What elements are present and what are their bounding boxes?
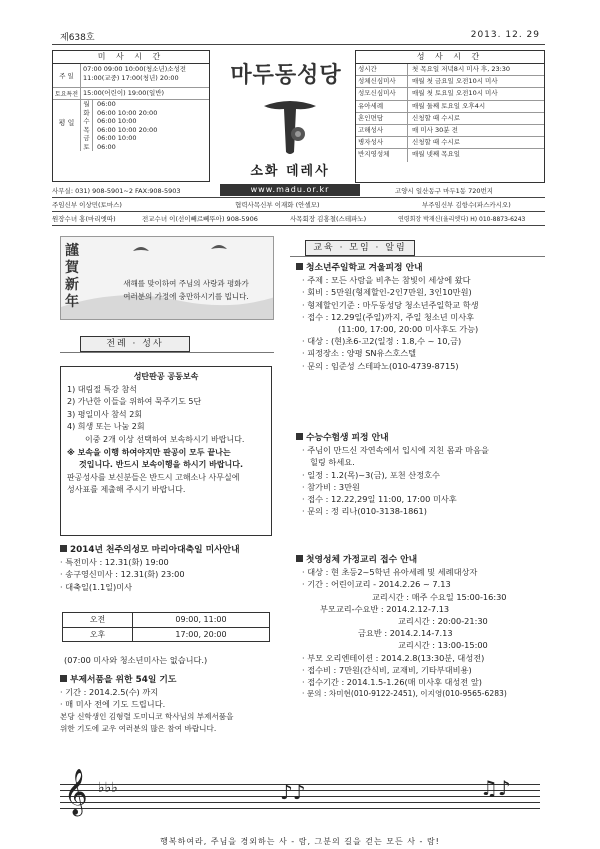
kids-class-time: 교리시간 : 매주 수요일 15:00-16:30 bbox=[372, 591, 507, 602]
mass-times-box bbox=[52, 50, 210, 182]
issue-number: 제638호 bbox=[60, 33, 95, 43]
sacrament-row bbox=[356, 64, 544, 76]
penance-notice-box bbox=[60, 366, 272, 536]
sunday-row bbox=[53, 64, 209, 88]
table-cell: 오후 bbox=[63, 628, 133, 641]
parish-patron: 소화 데레사 bbox=[250, 164, 330, 179]
sunday-label: 주 일 bbox=[53, 64, 81, 87]
camp-fee: · 회비 : 5만원(형제할인-2인7만원, 3인10만원) bbox=[302, 287, 472, 298]
penance-note-1: 판공성사를 보신분들은 반드시 고해소나 사무실에 bbox=[67, 472, 240, 482]
weekday-times: 06:00 bbox=[97, 100, 116, 108]
sacraments-box bbox=[355, 50, 545, 183]
website-link[interactable]: www.madu.or.kr bbox=[220, 184, 360, 196]
retreat-desc-1: · 주님이 만드신 자연속에서 입시에 지친 몸과 마음을 bbox=[302, 445, 489, 456]
communion-section bbox=[296, 554, 546, 700]
bullet-square-icon bbox=[296, 555, 303, 562]
camp-place: · 피정장소 : 양평 SN유스호스텔 bbox=[302, 348, 417, 359]
council-president: 사목회장 김홍철(스테파노) bbox=[290, 215, 367, 223]
weekday-times: 06:00 10:00 bbox=[97, 134, 137, 142]
weekday-times: 06:00 10:00 bbox=[97, 117, 137, 125]
table-cell: 오전 bbox=[63, 613, 133, 627]
sacrament-value: 신청할 때 수시로 bbox=[412, 138, 461, 147]
flat-key-icon: ♭♭♭ bbox=[98, 780, 118, 796]
weekday-day: 토 bbox=[83, 142, 90, 151]
winter-camp-title: 청소년주일학교 겨울피정 안내 bbox=[306, 263, 423, 273]
camp-apply-extra: (11:00, 17:00, 20:00 미사후도 가능) bbox=[338, 324, 479, 335]
communion-contact: · 문의 : 차미현(010-9122-2451), 이지영(010-9565-6283) bbox=[302, 689, 507, 699]
new-year-banner bbox=[60, 236, 274, 320]
sunday-times-1: 07:00 09:00 10:00(청소년)소성전 bbox=[83, 65, 187, 73]
penance-note-2: 성사표를 제출해 주시기 바랍니다. bbox=[67, 485, 186, 495]
table-cell: 09:00, 11:00 bbox=[175, 615, 227, 624]
year-end-mass: · 송구영신미사 : 12.31(화) 23:00 bbox=[60, 569, 185, 580]
penance-item: 3) 평일미사 참석 2회 bbox=[67, 409, 143, 419]
penance-warning-1: ※ 보속을 이행 하여야지만 판공이 모두 끝나는 bbox=[67, 447, 231, 457]
divider bbox=[52, 197, 545, 198]
weekday-label: 평 일 bbox=[53, 100, 81, 151]
sacrament-value: 신청할 때 수시로 bbox=[412, 113, 461, 122]
retreat-contact: · 문의 : 정 리나(010-3138-1861) bbox=[302, 506, 427, 517]
sacrament-label: 성모신심미사 bbox=[356, 88, 408, 99]
communion-period: · 기간 : 어린이교리 - 2014.2.26 ~ 7.13 bbox=[302, 579, 451, 590]
prayer-when: · 매 미사 전에 기도 드립니다. bbox=[60, 699, 166, 710]
assoc-pastor: 부주임신부 김항수(파스카시오) bbox=[422, 201, 511, 209]
parish-logo-icon bbox=[258, 92, 322, 160]
prayer-section bbox=[60, 674, 276, 735]
header-rule bbox=[52, 44, 545, 45]
prayer-period: · 기간 : 2014.2.5(수) 까지 bbox=[60, 687, 159, 698]
sacrament-row bbox=[356, 137, 544, 149]
parent-fri-time: 교리시간 : 13:00-15:00 bbox=[398, 640, 488, 651]
camp-theme: · 주제 : 모든 사람을 비추는 참빛이 세상에 왔다 bbox=[302, 275, 471, 286]
divider bbox=[60, 352, 274, 353]
mass-times-title: 미 사 시 간 bbox=[53, 51, 209, 64]
weekday-day: 수 bbox=[83, 117, 90, 125]
music-note-icon: ♪♪ bbox=[280, 780, 306, 804]
saturday-row bbox=[53, 88, 209, 100]
retreat-apply: · 접수 : 12.22,29일 11:00, 17:00 미사후 bbox=[302, 494, 457, 505]
weekday-day: 월 bbox=[83, 100, 90, 108]
divider bbox=[52, 211, 545, 212]
retreat-fee: · 참가비 : 3만원 bbox=[302, 481, 360, 492]
tab-liturgy: 전례 · 성사 bbox=[80, 336, 190, 352]
penance-choose: 이중 2개 이상 선택하여 보속하시기 바랍니다. bbox=[85, 434, 245, 444]
exam-retreat-title: 수능수험생 피정 안내 bbox=[306, 433, 389, 443]
table-row bbox=[63, 613, 269, 627]
parent-wed-class: 부모교리-수요반 : 2014.2.12-7.13 bbox=[320, 603, 450, 614]
sacrament-label: 유아세례 bbox=[356, 101, 408, 112]
table-row bbox=[63, 627, 269, 641]
communion-title: 첫영성체 가정교리 접수 안내 bbox=[306, 555, 418, 565]
address: 고양시 일산동구 마두1동 720번지 bbox=[395, 187, 494, 195]
sacrament-label: 병자성사 bbox=[356, 137, 408, 148]
prayer-desc-1: 본당 신학생인 김형렬 도미니코 학사님의 부제서품을 bbox=[60, 711, 234, 721]
weekday-times: 06:00 bbox=[97, 142, 116, 151]
weekday-day: 금 bbox=[83, 134, 90, 142]
sacrament-row bbox=[356, 149, 544, 161]
sister-evangelist: 전교수녀 이(선이빼르뻬뚜아) 908-5906 bbox=[142, 215, 258, 223]
sacrament-value: 매월 첫 금요일 오전10시 미사 bbox=[412, 77, 498, 86]
eve-mass: · 특전미사 : 12.31(화) 19:00 bbox=[60, 557, 169, 568]
parent-fri-class: 금요반 : 2014.2.14-7.13 bbox=[358, 628, 453, 639]
prayer-title: 부제서품을 위한 54일 기도 bbox=[70, 675, 177, 685]
weekday-day: 목 bbox=[83, 125, 90, 134]
camp-apply: · 접수 : 12.29일(주일)까지, 주일 청소년 미사후 bbox=[302, 311, 475, 322]
new-year-mass-section bbox=[60, 544, 274, 593]
bullet-square-icon bbox=[296, 433, 303, 440]
sacrament-row bbox=[356, 113, 544, 125]
bullet-square-icon bbox=[60, 675, 67, 682]
divider bbox=[52, 225, 545, 226]
penance-title: 성탄판공 공동보속 bbox=[133, 372, 199, 381]
parish-title: 마두동성당 bbox=[230, 63, 342, 88]
sacrament-label: 성시간 bbox=[356, 64, 408, 75]
sacrament-label: 고해성사 bbox=[356, 125, 408, 136]
new-year-calligraphy: 謹賀新年 bbox=[65, 243, 79, 310]
sacraments-title: 성 사 시 간 bbox=[356, 51, 544, 64]
footer-music bbox=[60, 769, 540, 846]
sacrament-label: 성체신심미사 bbox=[356, 76, 408, 87]
feast-schedule-table bbox=[62, 612, 270, 642]
pastor: 주임신부 이상민(토마스) bbox=[52, 201, 122, 209]
communion-apply: · 접수기간 : 2014.1.5-1.26(매 미사후 대성전 앞) bbox=[302, 677, 482, 688]
feast-note: (07:00 미사와 청소년미사는 없습니다.) bbox=[64, 655, 208, 665]
feast-day-mass: · 대축일(1.1일)미사 bbox=[60, 581, 133, 592]
penance-item: 4) 희생 또는 나눔 2회 bbox=[67, 422, 145, 432]
prayer-desc-2: 위한 기도에 교우 여러분의 많은 참여 바랍니다. bbox=[60, 723, 217, 733]
camp-discount: · 형제할인기준 : 마두동성당 청소년주일학교 학생 bbox=[302, 299, 479, 310]
camp-target: · 대상 : (현)초6-고2(일정 : 1.8,수 ~ 10,금) bbox=[302, 336, 462, 347]
sister: 원장수녀 홍(마리엣따) bbox=[52, 215, 116, 223]
weekday-day: 화 bbox=[83, 108, 90, 117]
divider bbox=[290, 256, 545, 257]
communion-fee: · 접수비 : 7만원(간식비, 교재비, 기타부대비용) bbox=[302, 664, 472, 675]
sacrament-row bbox=[356, 125, 544, 137]
penance-item: 2) 가난한 이들을 위하여 묵주기도 5단 bbox=[67, 397, 202, 407]
sacrament-value: 첫 목요일 저녁8시 미사 후, 23:30 bbox=[412, 65, 511, 73]
issue-date: 2013. 12. 29 bbox=[470, 30, 540, 40]
sacrament-row bbox=[356, 88, 544, 100]
lyric-line: 행복하여라, 주님을 경외하는 사 - 람, 그분의 길을 걷는 모든 사 - 람! bbox=[160, 837, 440, 846]
sacrament-value: 매 미사 30분 전 bbox=[412, 125, 458, 134]
retreat-desc-2: 힐링 하세요. bbox=[310, 457, 355, 468]
treble-clef-icon: 𝄞 bbox=[64, 769, 88, 815]
parent-orientation: · 부모 오리엔테이션 : 2014.2.8(13:30분, 대성전) bbox=[302, 652, 485, 663]
sacrament-value: 매월 넷째 목요일 bbox=[412, 150, 461, 159]
exam-retreat-section bbox=[296, 432, 546, 517]
weekday-times: 06:00 10:00 20:00 bbox=[97, 125, 158, 134]
table-cell: 17:00, 20:00 bbox=[175, 630, 227, 639]
assoc-priest: 협력사목신부 이재화 (안셀모) bbox=[235, 201, 320, 209]
weekday-block bbox=[53, 100, 209, 151]
saturday-times: 15:00(어린이) 19:00(일반) bbox=[83, 89, 165, 97]
camp-contact: · 문의 : 임준성 스테파노(010-4739-8715) bbox=[302, 360, 459, 371]
banner-line-1: 새해를 맞이하여 주님의 사랑과 평화가 bbox=[123, 279, 249, 288]
sacrament-row bbox=[356, 101, 544, 113]
bullet-square-icon bbox=[296, 263, 303, 270]
office-phone: 사무실: 031) 908-5901~2 FAX:908-5903 bbox=[52, 187, 181, 195]
weekday-times: 06:00 10:00 20:00 bbox=[97, 108, 158, 117]
music-note-icon: ♫♪ bbox=[480, 776, 511, 800]
sacrament-label: 반지영성체 bbox=[356, 149, 408, 161]
new-year-mass-title: 2014년 천주의성모 마리아대축일 미사안내 bbox=[70, 545, 240, 555]
saturday-label: 토요특전 bbox=[53, 88, 81, 99]
banner-line-2: 여러분의 가정에 충만하시기를 빕니다. bbox=[123, 292, 249, 301]
sacrament-row bbox=[356, 76, 544, 88]
communion-target: · 대상 : 현 초등2~5학년 유아세례 및 세례대상자 bbox=[302, 567, 478, 578]
sacrament-label: 혼인면담 bbox=[356, 113, 408, 124]
winter-camp-section bbox=[296, 262, 546, 372]
parent-wed-time: 교리시간 : 20:00-21:30 bbox=[398, 616, 488, 627]
bullet-square-icon bbox=[60, 545, 67, 552]
sunday-times-2: 11:00(교중) 17:00(청년) 20:00 bbox=[83, 74, 179, 82]
sacrament-value: 매월 첫 토요일 오전10시 미사 bbox=[412, 89, 498, 98]
sacrament-value: 매월 둘째 토요일 오후4시 bbox=[412, 101, 486, 110]
funeral-president: 연령회장 박재신(율리엣다) H) 010-8873-6243 bbox=[398, 216, 526, 223]
penance-item: 1) 대림절 특강 참석 bbox=[67, 384, 137, 394]
penance-warning-2: 것입니다. 반드시 보속이행을 하시기 바랍니다. bbox=[79, 460, 244, 470]
tab-education: 교육 · 모임 · 알림 bbox=[305, 240, 415, 256]
retreat-date: · 일정 : 1.2(목)~3(금), 포천 산정호수 bbox=[302, 469, 440, 480]
